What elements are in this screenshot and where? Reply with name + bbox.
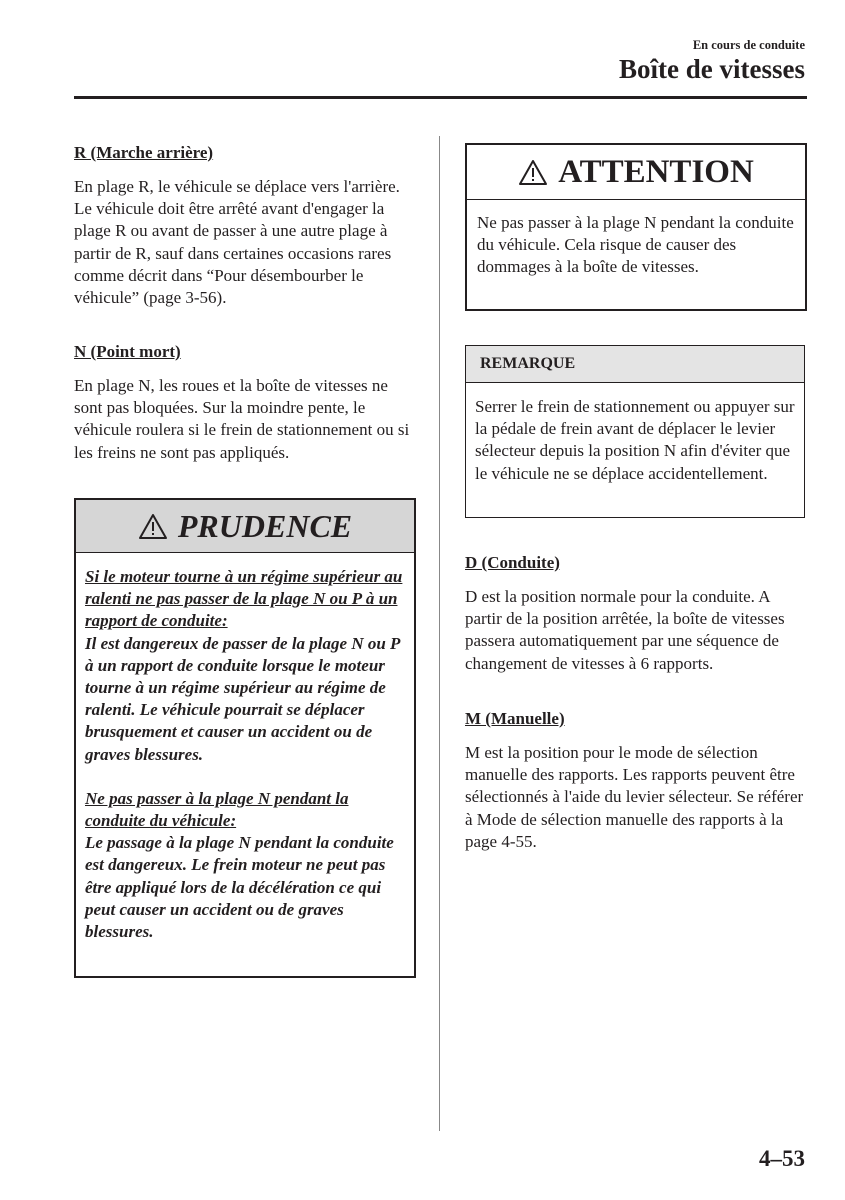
page-number: 4–53 xyxy=(759,1146,805,1171)
warning-triangle-icon xyxy=(138,513,168,540)
remarque-box xyxy=(465,345,805,518)
prudence-title: PRUDENCE xyxy=(177,507,353,544)
prudence-body xyxy=(76,553,414,943)
warning-triangle-icon xyxy=(518,159,548,186)
section-text-r: En plage R, le véhicule se déplace vers l'arrière. Le véhicule doit être arrêté avant d'engager la plage R ou avant de passer à une autre plage à partir de R, sauf dans certaines occasions rares comme décrit dans “Pour désembourber le véhicule” (page 3-56). xyxy=(74,177,400,308)
section-heading-n: N (Point mort) xyxy=(74,342,181,361)
section-text-d: D est la position normale pour la conduite. A partir de la position arrêtée, la boîte de vitesses passera automatiquement par une séquence de changement de vitesses à 6 rapports. xyxy=(465,587,785,673)
prudence-item1-text: Il est dangereux de passer de la plage N ou P à un rapport de conduite lorsque le moteur tourne à un régime supérieur au régime de ralenti. Le véhicule pourrait se déplacer brusquement et causer un accident ou de graves blessures. xyxy=(85,633,400,764)
section-heading-d: D (Conduite) xyxy=(465,553,560,572)
remarque-text: Serrer le frein de stationnement ou appuyer sur la pédale de frein avant de déplacer le levier sélecteur depuis la position N afin d'éviter que le véhicule ne se déplace accidentellement. xyxy=(475,397,795,483)
remarque-title: REMARQUE xyxy=(466,346,804,383)
prudence-item1-heading: Si le moteur tourne à un régime supérieur au ralenti ne pas passer de la plage N ou P à un rapport de conduite: xyxy=(85,567,403,631)
section-text-n: En plage N, les roues et la boîte de vitesses ne sont pas bloquées. Sur la moindre pente, le véhicule roulera si le frein de stationnement ou si les freins ne sont pas appliqués. xyxy=(74,376,410,462)
spacer xyxy=(85,766,406,788)
section-heading-m: M (Manuelle) xyxy=(465,709,565,728)
attention-box xyxy=(465,143,807,311)
prudence-box xyxy=(74,498,416,978)
section-text-m: M est la position pour le mode de sélection manuelle des rapports. Les rapports peuvent être sélectionnés à l'aide du levier sélecteur. Se référer à Mode de sélection manuelle des rapports à la page 4-55. xyxy=(465,743,804,851)
page-title: Boîte de vitesses xyxy=(619,54,805,84)
prudence-item2-heading: Ne pas passer à la plage N pendant la conduite du véhicule: xyxy=(85,788,349,831)
header-section-label: En cours de conduite xyxy=(692,38,805,52)
header-rule xyxy=(74,96,807,99)
section-heading-r: R (Marche arrière) xyxy=(74,143,214,162)
prudence-header xyxy=(76,500,414,553)
prudence-item2-text: Le passage à la plage N pendant la conduite est dangereux. Le frein moteur ne peut pas être appliqué lors de la décélération ce qui peut causer un accident ou de graves blessures. xyxy=(85,833,394,942)
column-divider xyxy=(439,136,440,1131)
attention-header xyxy=(467,145,805,200)
attention-title: ATTENTION xyxy=(558,153,754,190)
attention-text: Ne pas passer à la plage N pendant la conduite du véhicule. Cela risque de causer des dommages à la boîte de vitesses. xyxy=(477,213,794,277)
